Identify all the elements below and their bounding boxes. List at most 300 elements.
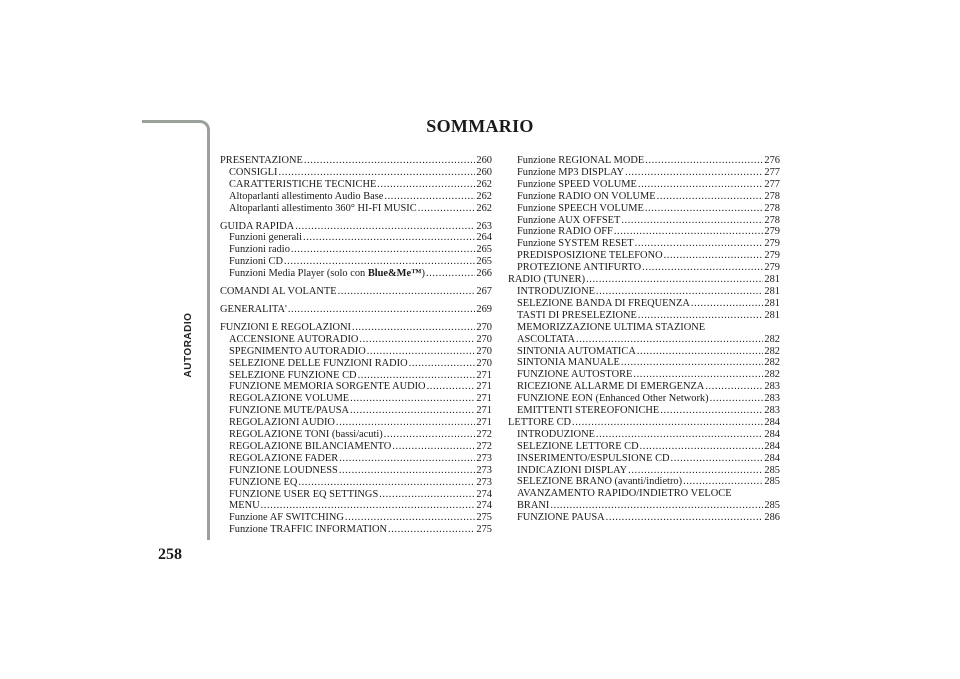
toc-leader-dots [358, 370, 476, 382]
toc-entry-label-text: ACCENSIONE AUTORADIO [229, 333, 359, 345]
toc-entry-label [517, 250, 663, 262]
toc-entry[interactable] [220, 358, 492, 370]
toc-leader-dots [596, 429, 763, 441]
toc-page-number: 260 [476, 166, 492, 178]
toc-entry[interactable] [508, 310, 780, 322]
toc-entry[interactable] [508, 500, 780, 512]
toc-page-number: 274 [476, 488, 492, 500]
section-tab-label: AUTORADIO [182, 312, 194, 378]
toc-entry[interactable] [220, 191, 492, 203]
toc-page-number: 265 [476, 256, 492, 268]
toc-entry-label-text: SINTONIA MANUALE [517, 357, 620, 369]
toc-entry-label-text: SELEZIONE DELLE FUNZIONI RADIO [229, 357, 408, 369]
toc-entry-label [517, 334, 575, 346]
toc-section-entry[interactable] [220, 322, 492, 334]
toc-page-number: 286 [764, 512, 780, 524]
toc-entry-label [229, 429, 383, 441]
toc-entry-label-text: Altoparlanti allestimento 360° HI-FI MUSIC [229, 202, 417, 214]
toc-entry[interactable] [220, 244, 492, 256]
toc-page-number: 270 [476, 345, 492, 357]
toc-leader-dots [642, 262, 763, 274]
toc-entry[interactable] [508, 226, 780, 238]
toc-entry-label [229, 465, 338, 477]
toc-page-number: 283 [764, 393, 780, 405]
toc-page-number: 275 [476, 512, 492, 524]
toc-leader-dots [710, 393, 764, 405]
toc-leader-dots [586, 274, 763, 286]
toc-entry[interactable] [508, 441, 780, 453]
toc-leader-dots [295, 221, 475, 233]
toc-entry[interactable] [508, 453, 780, 465]
page-title: SOMMARIO [426, 116, 534, 136]
toc-entry-label [229, 477, 297, 489]
toc-leader-dots [418, 203, 476, 215]
toc-entry[interactable] [220, 405, 492, 417]
toc-entry-label-text: COMANDI AL VOLANTE [220, 286, 337, 298]
toc-entry-label [517, 226, 613, 238]
toc-leader-dots [384, 191, 475, 203]
toc-page-number: 262 [476, 202, 492, 214]
toc-entry-label [229, 232, 302, 244]
toc-entry-label [220, 322, 351, 334]
toc-leader-dots [384, 429, 476, 441]
toc-entry[interactable] [508, 179, 780, 191]
toc-entry[interactable] [220, 524, 492, 536]
toc-page-number: 281 [764, 274, 780, 286]
toc-page-number: 282 [764, 369, 780, 381]
toc-entry[interactable] [508, 155, 780, 167]
toc-entry-label-text: REGOLAZIONI AUDIO [229, 417, 335, 429]
toc-leader-dots [596, 286, 763, 298]
toc-entry-label-text: ASCOLTATA [517, 333, 575, 345]
toc-leader-dots [288, 304, 476, 316]
toc-page-number: 284 [764, 416, 780, 428]
toc-entry-label-text: Funzione SYSTEM RESET [517, 238, 634, 250]
toc-entry[interactable] [508, 381, 780, 393]
toc-column-right [508, 155, 780, 524]
toc-entry[interactable] [508, 215, 780, 227]
toc-entry-label [220, 155, 303, 167]
toc-page-number: 277 [764, 178, 780, 190]
toc-entry[interactable] [220, 477, 492, 489]
toc-entry-label-text: RADIO (TUNER) [508, 274, 586, 286]
toc-page-number: 281 [764, 297, 780, 309]
toc-entry-label-text: RICEZIONE ALLARME DI EMERGENZA [517, 381, 705, 393]
toc-entry-label-text: Funzione SPEED VOLUME [517, 178, 637, 190]
toc-entry-label [517, 500, 549, 512]
toc-entry[interactable] [508, 250, 780, 262]
toc-entry-label-text: Altoparlanti allestimento Audio Base [229, 190, 384, 202]
toc-entry-label-text: Funzione AUX OFFSET [517, 214, 621, 226]
toc-entry-label [517, 465, 627, 477]
toc-entry-label: MEMORIZZAZIONE ULTIMA STAZIONE [517, 321, 706, 333]
toc-page-number: 272 [476, 429, 492, 441]
toc-entry[interactable] [220, 232, 492, 244]
toc-page-number: 284 [764, 428, 780, 440]
toc-entry-label [229, 191, 383, 203]
toc-entry-label-text: REGOLAZIONE VOLUME [229, 393, 350, 405]
toc-entry[interactable] [220, 489, 492, 501]
toc-entry-label [508, 417, 571, 429]
toc-leader-dots [338, 286, 476, 298]
toc-page-number: 277 [764, 166, 780, 178]
toc-entry-label-text: SELEZIONE LETTORE CD [517, 440, 639, 452]
toc-leader-dots [359, 334, 475, 346]
toc-entry[interactable] [220, 441, 492, 453]
toc-entry-label-text: FUNZIONE PAUSA [517, 512, 605, 524]
toc-entry-label [517, 512, 605, 524]
toc-entry-label [517, 167, 624, 179]
toc-entry[interactable] [508, 334, 780, 346]
toc-section-entry[interactable] [220, 304, 492, 316]
toc-page-number: 271 [476, 369, 492, 381]
toc-entry-label-text: Funzione REGIONAL MODE [517, 155, 645, 166]
toc-entry-label-text: SINTONIA AUTOMATICA [517, 345, 636, 357]
toc-entry-label [517, 369, 632, 381]
toc-entry[interactable] [220, 334, 492, 346]
toc-entry[interactable] [508, 476, 780, 488]
toc-entry-label [229, 334, 358, 346]
toc-page-number: 273 [476, 476, 492, 488]
toc-entry-label-text: EMITTENTI STEREOFONICHE [517, 405, 660, 417]
toc-entry-label-text: Funzioni Media Player (solo con [229, 268, 368, 280]
toc-entry-label [517, 155, 644, 167]
toc-leader-dots [671, 453, 764, 465]
toc-entry[interactable] [220, 429, 492, 441]
toc-entry[interactable] [508, 322, 780, 334]
toc-entry-label [229, 179, 376, 191]
toc-leader-dots [660, 405, 763, 417]
toc-page-number: 275 [476, 524, 492, 536]
toc-leader-dots [336, 417, 475, 429]
toc-entry-label-text: FUNZIONE MUTE/PAUSA [229, 405, 349, 417]
toc-entry[interactable] [220, 203, 492, 215]
toc-entry-label [229, 370, 357, 382]
toc-entry-label [517, 262, 641, 274]
toc-page-number: 269 [476, 303, 492, 315]
toc-entry[interactable] [508, 357, 780, 369]
toc-entry-label [517, 381, 704, 393]
toc-entry-label [517, 357, 620, 369]
toc-entry[interactable] [220, 465, 492, 477]
toc-entry-label-text: GUIDA RAPIDA [220, 220, 295, 232]
toc-leader-dots [683, 476, 763, 488]
toc-column-left [220, 155, 492, 536]
toc-section-entry[interactable] [220, 221, 492, 233]
toc-page-number: 283 [764, 405, 780, 417]
toc-entry-label-text: SPEGNIMENTO AUTORADIO [229, 345, 366, 357]
toc-leader-dots [614, 226, 764, 238]
page-frame-border [142, 120, 210, 540]
toc-entry-label-text: BRANI [517, 500, 550, 512]
toc-entry-label [517, 346, 636, 358]
toc-page-number: 279 [764, 250, 780, 262]
toc-leader-dots [367, 346, 476, 358]
toc-leader-dots [638, 179, 764, 191]
toc-leader-dots [606, 512, 764, 524]
toc-entry-label [229, 405, 349, 417]
toc-leader-dots [339, 465, 476, 477]
toc-entry[interactable] [508, 465, 780, 477]
toc-entry-label [220, 304, 287, 316]
toc-leader-dots [388, 524, 475, 536]
toc-entry-label-text: GENERALITA' [220, 303, 287, 315]
toc-leader-dots [377, 179, 475, 191]
toc-page-number: 284 [764, 452, 780, 464]
toc-entry-label [517, 476, 682, 488]
toc-entry-label [517, 429, 595, 441]
toc-leader-dots [303, 232, 475, 244]
toc-entry-label-text: Funzione RADIO OFF [517, 226, 613, 238]
toc-entry[interactable] [220, 256, 492, 268]
toc-entry[interactable] [220, 512, 492, 524]
toc-entry-label [517, 310, 637, 322]
toc-entry-label [229, 256, 283, 268]
toc-leader-dots [550, 500, 763, 512]
toc-entry-label-text: Funzione AF SWITCHING [229, 512, 344, 524]
toc-entry-label [229, 512, 344, 524]
toc-leader-dots [621, 357, 764, 369]
toc-entry-label [229, 203, 417, 215]
toc-entry-label-text: CONSIGLI [229, 166, 278, 178]
toc-page-number: 281 [764, 285, 780, 297]
toc-page-number: 262 [476, 178, 492, 190]
toc-section-entry[interactable] [508, 417, 780, 429]
toc-entry[interactable] [508, 512, 780, 524]
toc-page-number: 260 [476, 155, 492, 166]
toc-entry-label [229, 524, 387, 536]
toc-leader-dots [637, 346, 764, 358]
toc-entry[interactable] [220, 370, 492, 382]
toc-entry-label-text: CARATTERISTICHE TECNICHE [229, 178, 377, 190]
toc-entry-label-text: FUNZIONE EQ [229, 476, 298, 488]
toc-entry-label-text: MENU [229, 500, 260, 512]
toc-entry-label-text: Funzione MP3 DISPLAY [517, 166, 625, 178]
toc-entry-label-text: SELEZIONE FUNZIONE CD [229, 369, 357, 381]
toc-entry-label-text: FUNZIONI E REGOLAZIONI [220, 321, 352, 333]
toc-page-number: 270 [476, 357, 492, 369]
toc-page-number: 285 [764, 476, 780, 488]
toc-entry-label [229, 358, 408, 370]
toc-entry-label [517, 405, 659, 417]
toc-entry[interactable] [508, 488, 780, 500]
toc-entry[interactable] [220, 500, 492, 512]
toc-entry-label-suffix: ) [421, 268, 425, 280]
toc-page-number: 282 [764, 357, 780, 369]
toc-leader-dots [705, 381, 763, 393]
toc-page-number: 279 [764, 238, 780, 250]
toc-entry[interactable] [508, 167, 780, 179]
toc-entry-label [229, 441, 391, 453]
toc-page-number: 285 [764, 464, 780, 476]
toc-entry[interactable] [508, 286, 780, 298]
toc-entry-label-text: INTRODUZIONE [517, 428, 595, 440]
toc-entry-label-text: SELEZIONE BANDA DI FREQUENZA [517, 297, 690, 309]
toc-page-number: 271 [476, 381, 492, 393]
toc-leader-dots [638, 310, 764, 322]
toc-entry[interactable] [508, 405, 780, 417]
toc-leader-dots [635, 238, 764, 250]
toc-page-number: 264 [476, 232, 492, 244]
toc-leader-dots [291, 244, 476, 256]
toc-entry-label [517, 393, 709, 405]
toc-leader-dots [628, 465, 763, 477]
toc-leader-dots [426, 268, 475, 280]
toc-leader-dots [691, 298, 764, 310]
toc-entry-label [517, 191, 656, 203]
toc-leader-dots [633, 369, 763, 381]
toc-entry[interactable] [508, 262, 780, 274]
toc-leader-dots [350, 405, 475, 417]
toc-entry-label [517, 238, 634, 250]
toc-page-number: 279 [764, 226, 780, 238]
toc-entry-label-text: PRESENTAZIONE [220, 155, 303, 166]
toc-page-number: 271 [476, 393, 492, 405]
toc-entry-label [517, 215, 620, 227]
toc-entry-label-text: Funzioni generali [229, 232, 303, 244]
toc-page-number: 285 [764, 500, 780, 512]
toc-entry-label-text: PROTEZIONE ANTIFURTO [517, 262, 642, 274]
toc-page-number: 282 [764, 345, 780, 357]
toc-leader-dots [379, 489, 475, 501]
toc-leader-dots [645, 155, 763, 167]
toc-entry-label-text: SELEZIONE BRANO (avanti/indietro) [517, 476, 683, 488]
toc-page-number: 281 [764, 309, 780, 321]
toc-page-number: 266 [476, 268, 492, 280]
toc-leader-dots [298, 477, 475, 489]
toc-entry-label [517, 286, 595, 298]
toc-entry[interactable] [508, 393, 780, 405]
toc-entry-label [229, 453, 338, 465]
toc-entry[interactable] [220, 346, 492, 358]
toc-entry[interactable] [220, 393, 492, 405]
toc-entry-label-text: INTRODUZIONE [517, 285, 595, 297]
toc-entry[interactable] [220, 179, 492, 191]
toc-entry-label [508, 274, 585, 286]
toc-entry-label-text: FUNZIONE MEMORIA SORGENTE AUDIO [229, 381, 426, 393]
toc-page-number: 279 [764, 262, 780, 274]
toc-entry-label-text: INSERIMENTO/ESPULSIONE CD [517, 452, 670, 464]
toc-entry-label-text: LETTORE CD [508, 416, 572, 428]
toc-entry-label [517, 179, 637, 191]
toc-entry-label [229, 381, 426, 393]
toc-entry-label [229, 417, 335, 429]
toc-entry[interactable] [508, 238, 780, 250]
toc-leader-dots [279, 167, 476, 179]
toc-leader-dots [427, 381, 476, 393]
toc-page-number: 271 [476, 417, 492, 429]
toc-page-number: 276 [764, 155, 780, 166]
toc-entry-label [220, 221, 294, 233]
toc-section-entry[interactable] [220, 155, 492, 167]
toc-page-number: 267 [476, 286, 492, 298]
toc-entry-label-text: TASTI DI PRESELEZIONE [517, 309, 637, 321]
toc-leader-dots [621, 215, 763, 227]
toc-entry-label [229, 346, 366, 358]
toc-entry[interactable] [220, 381, 492, 393]
toc-entry-label [517, 441, 639, 453]
toc-page-number: 272 [476, 440, 492, 452]
toc-leader-dots [352, 322, 475, 334]
toc-page-number: 263 [476, 220, 492, 232]
toc-page-number: 270 [476, 333, 492, 345]
toc-page-number: 273 [476, 464, 492, 476]
toc-entry-label-text: Funzione SPEECH VOLUME [517, 202, 644, 214]
toc-page-number: 270 [476, 321, 492, 333]
toc-page-number: 273 [476, 452, 492, 464]
toc-entry[interactable] [220, 417, 492, 429]
toc-entry-label-text: FUNZIONE EON (Enhanced Other Network) [517, 393, 709, 405]
toc-leader-dots [261, 500, 476, 512]
toc-leader-dots [645, 203, 764, 215]
toc-page-number: 278 [764, 214, 780, 226]
toc-leader-dots [345, 512, 476, 524]
toc-entry-label [517, 203, 644, 215]
toc-entry[interactable] [220, 453, 492, 465]
toc-leader-dots [350, 393, 475, 405]
toc-entry-label-text: Funzione RADIO ON VOLUME [517, 190, 656, 202]
toc-entry-label [229, 244, 290, 256]
toc-entry-label [517, 453, 670, 465]
toc-section-entry[interactable] [508, 274, 780, 286]
toc-entry-label [229, 393, 349, 405]
toc-section-entry[interactable] [220, 286, 492, 298]
toc-leader-dots [392, 441, 475, 453]
toc-entry[interactable] [508, 429, 780, 441]
toc-page-number: 274 [476, 500, 492, 512]
toc-entry-label [220, 286, 337, 298]
toc-entry-label-text: INDICAZIONI DISPLAY [517, 464, 628, 476]
toc-entry[interactable] [508, 191, 780, 203]
toc-entry-label-text: Funzioni radio [229, 244, 290, 256]
toc-page-number: 278 [764, 202, 780, 214]
toc-entry[interactable] [508, 346, 780, 358]
toc-entry-label-text: Funzioni CD [229, 256, 283, 268]
toc-leader-dots [657, 191, 764, 203]
toc-entry-label-text: FUNZIONE LOUDNESS [229, 464, 338, 476]
toc-leader-dots [640, 441, 764, 453]
toc-page-number: 265 [476, 244, 492, 256]
toc-entry[interactable] [220, 167, 492, 179]
toc-page-number: 283 [764, 381, 780, 393]
toc-page-number: 278 [764, 190, 780, 202]
toc-entry-label-text: Funzione TRAFFIC INFORMATION [229, 524, 387, 536]
toc-leader-dots [625, 167, 763, 179]
toc-entry-label-text: PREDISPOSIZIONE TELEFONO [517, 250, 663, 262]
toc-entry-label-text: FUNZIONE AUTOSTORE [517, 369, 633, 381]
toc-entry[interactable] [508, 298, 780, 310]
toc-leader-dots [664, 250, 764, 262]
toc-leader-dots [409, 358, 476, 370]
toc-entry[interactable] [508, 369, 780, 381]
toc-entry-label: AVANZAMENTO RAPIDO/INDIETRO VELOCE [517, 488, 732, 500]
toc-entry[interactable] [220, 268, 492, 280]
toc-leader-dots [284, 256, 475, 268]
toc-entry-label [229, 167, 278, 179]
toc-leader-dots [339, 453, 475, 465]
page-number: 258 [158, 546, 182, 563]
toc-entry-label [229, 489, 378, 501]
toc-page-number: 262 [476, 190, 492, 202]
toc-entry-label-text: REGOLAZIONE FADER [229, 452, 339, 464]
toc-entry-label-text: REGOLAZIONE TONI (bassi/acuti) [229, 429, 383, 441]
toc-leader-dots [304, 155, 476, 167]
toc-entry-brand-text: Blue&Me™ [367, 268, 422, 280]
toc-entry[interactable] [508, 203, 780, 215]
toc-entry-label [517, 298, 690, 310]
toc-entry-label-text: REGOLAZIONE BILANCIAMENTO [229, 440, 392, 452]
toc-leader-dots [572, 417, 763, 429]
